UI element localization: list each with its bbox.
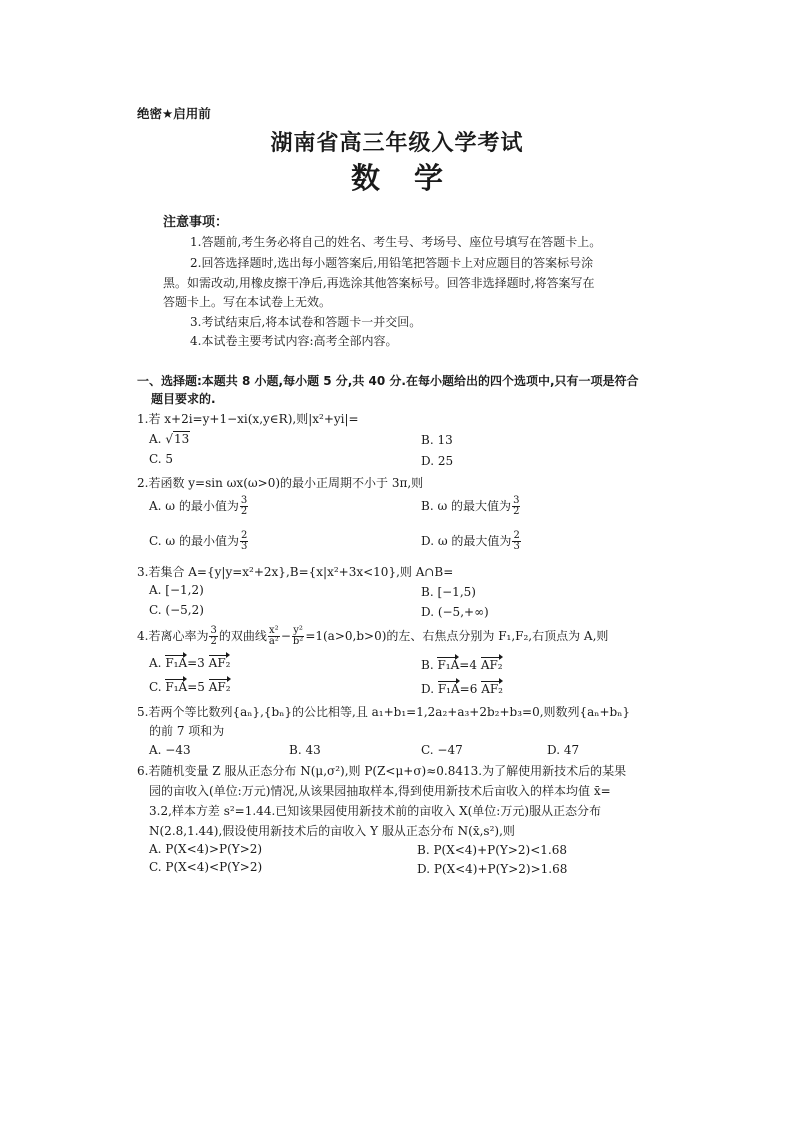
vector: AF₂ xyxy=(480,658,503,672)
q4-option-d xyxy=(421,682,503,696)
option-label: B. xyxy=(421,658,434,672)
section-heading-line: 一、选择题:本题共 8 小题,每小题 5 分,共 40 分.在每小题给出的四个选项中,只有一项是符合 xyxy=(137,374,639,388)
question-5-stem-cont: 的前 7 项和为 xyxy=(149,724,225,738)
option-text: B. ω 的最大值为 xyxy=(421,499,512,513)
question-6-stem-cont: N(2.8,1.44),假设使用新技术后的亩收入 Y 服从正态分布 N(x̄,s²),则 xyxy=(149,824,515,838)
sqrt-icon: √ xyxy=(165,432,173,446)
coefficient: =4 xyxy=(459,658,477,672)
section-heading xyxy=(137,372,639,408)
denominator: 3 xyxy=(240,541,248,552)
question-6-stem: 6.若随机变量 Z 服从正态分布 N(μ,σ²),则 P(Z<μ+σ)≈0.8413.为了解使用新技术后的某果 xyxy=(137,764,627,778)
coefficient: =6 xyxy=(459,682,478,696)
q1-option-c: C. 5 xyxy=(149,452,174,466)
question-4-stem xyxy=(137,626,608,647)
stem-text: 的双曲线 xyxy=(218,629,267,643)
note-line: 3.考试结束后,将本试卷和答题卡一并交回。 xyxy=(190,315,422,329)
fraction xyxy=(292,626,304,647)
q2-option-d xyxy=(421,531,522,552)
option-text: C. ω 的最小值为 xyxy=(149,534,239,548)
q3-option-d: D. (−5,+∞) xyxy=(421,605,489,619)
option-label: A. xyxy=(149,432,162,446)
coefficient: =5 xyxy=(187,680,205,694)
vector: F₁A xyxy=(437,682,460,696)
radicand: 13 xyxy=(173,432,190,446)
q2-option-a xyxy=(149,496,249,517)
question-3-stem: 3.若集合 A={y|y=x²+2x},B={x|x²+3x<10},则 A∩B= xyxy=(137,565,454,579)
q5-option-c: C. −47 xyxy=(421,743,463,757)
q3-option-b: B. [−1,5) xyxy=(421,585,476,599)
q4-option-a xyxy=(149,656,230,670)
question-2-stem: 2.若函数 y=sin ωx(ω>0)的最小正周期不小于 3π,则 xyxy=(137,476,424,490)
vector: F₁A xyxy=(165,656,188,670)
fraction xyxy=(268,626,280,647)
numerator: 2 xyxy=(240,530,248,541)
confidential-label: 绝密★启用前 xyxy=(137,106,211,121)
question-1-stem: 1.若 x+2i=y+1−xi(x,y∈R),则|x²+yi|= xyxy=(137,412,359,426)
option-text: D. ω 的最大值为 xyxy=(421,534,512,548)
note-line: 答题卡上。写在本试卷上无效。 xyxy=(163,295,332,309)
vector: F₁A xyxy=(165,680,188,694)
q6-option-d: D. P(X<4)+P(Y>2)>1.68 xyxy=(417,862,568,876)
numerator: x² xyxy=(269,625,279,636)
section-heading-line: 题目要求的. xyxy=(151,392,216,406)
numerator: 2 xyxy=(513,530,520,541)
stem-text: =1(a>0,b>0)的左、右焦点分别为 F₁,F₂,右顶点为 A,则 xyxy=(305,629,609,643)
q1-option-d: D. 25 xyxy=(421,454,454,468)
q5-option-d: D. 47 xyxy=(547,743,580,757)
note-line: 1.答题前,考生务必将自己的姓名、考生号、考场号、座位号填写在答题卡上。 xyxy=(190,235,602,249)
vector: AF₂ xyxy=(208,680,231,694)
note-line: 黑。如需改动,用橡皮擦干净后,再选涂其他答案标号。回答非选择题时,将答案写在 xyxy=(163,276,595,290)
minus-sign: − xyxy=(280,629,291,643)
denominator: b² xyxy=(292,636,304,647)
fraction xyxy=(240,531,248,552)
denominator: 2 xyxy=(240,506,248,517)
denominator: a² xyxy=(268,636,279,647)
vector: F₁A xyxy=(437,658,460,672)
denominator: 3 xyxy=(513,541,520,552)
q3-option-a: A. [−1,2) xyxy=(149,583,204,597)
numerator: 3 xyxy=(240,495,248,506)
q5-option-b: B. 43 xyxy=(289,743,321,757)
numerator: y² xyxy=(293,625,303,636)
question-6-stem-cont: 园的亩收入(单位:万元)情况,从该果园抽取样本,得到使用新技术后亩收入的样本均值 x̄= xyxy=(149,784,611,798)
coefficient: =3 xyxy=(187,656,205,670)
q1-option-a xyxy=(149,431,190,446)
q5-option-a: A. −43 xyxy=(149,743,191,757)
exam-title: 湖南省高三年级入学考试 xyxy=(270,131,524,156)
numerator: 3 xyxy=(513,495,520,506)
notes-heading: 注意事项： xyxy=(163,215,229,230)
q6-option-b: B. P(X<4)+P(Y>2)<1.68 xyxy=(417,843,567,857)
q2-option-b xyxy=(421,496,521,517)
numerator: 3 xyxy=(210,625,217,636)
note-line: 2.回答选择题时,选出每小题答案后,用铅笔把答题卡上对应题目的答案标号涂 xyxy=(190,256,594,270)
option-text: A. ω 的最小值为 xyxy=(149,499,239,513)
question-5-stem: 5.若两个等比数列{aₙ},{bₙ}的公比相等,且 a₁+b₁=1,2a₂+a₃+2b₂+b₃=0,则数列{aₙ+bₙ} xyxy=(137,705,631,719)
option-label: A. xyxy=(149,656,162,670)
q2-option-c xyxy=(149,531,249,552)
denominator: 2 xyxy=(210,636,217,647)
q4-option-b xyxy=(421,658,503,672)
stem-text: 4.若离心率为 xyxy=(137,629,209,643)
question-6-stem-cont: 3.2,样本方差 s²=1.44.已知该果园使用新技术前的亩收入 X(单位:万元)服从正态分布 xyxy=(149,804,602,818)
fraction xyxy=(512,531,520,552)
option-label: C. xyxy=(149,680,162,694)
note-line: 4.本试卷主要考试内容:高考全部内容。 xyxy=(190,334,398,348)
vector: AF₂ xyxy=(208,656,231,670)
q1-option-b: B. 13 xyxy=(421,433,453,447)
q4-option-c xyxy=(149,680,231,694)
denominator: 2 xyxy=(513,506,520,517)
option-label: D. xyxy=(421,682,435,696)
q6-option-c: C. P(X<4)<P(Y>2) xyxy=(149,860,263,874)
q6-option-a: A. P(X<4)>P(Y>2) xyxy=(149,842,263,856)
fraction xyxy=(209,626,217,647)
q3-option-c: C. (−5,2) xyxy=(149,603,204,617)
subject-title: 数学 xyxy=(350,161,477,195)
vector: AF₂ xyxy=(481,682,503,696)
fraction xyxy=(240,496,248,517)
fraction xyxy=(512,496,520,517)
